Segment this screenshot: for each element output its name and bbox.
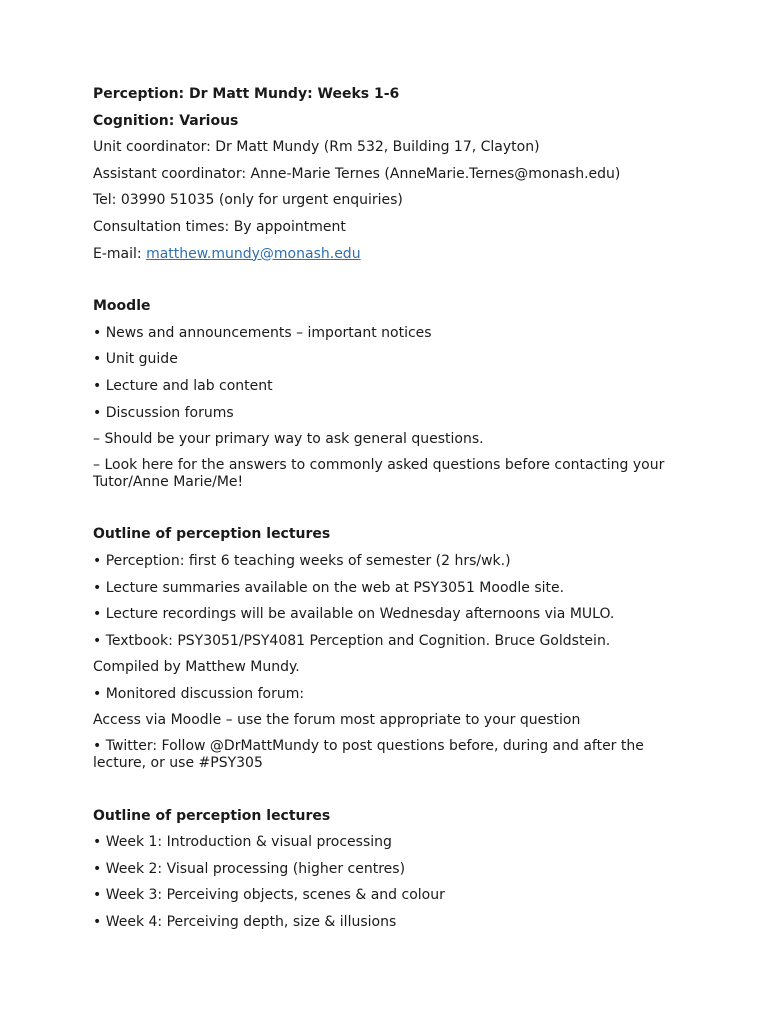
moodle-item: – Should be your primary way to ask general questions. — [93, 431, 484, 448]
section-gap — [93, 499, 693, 525]
moodle-item: • News and announcements – important notices — [93, 324, 432, 341]
outline-heading: Outline of perception lectures — [93, 807, 331, 824]
outline-item: • Lecture recordings will be available on Wednesday afternoons via MULO. — [93, 606, 615, 623]
consultation-times: Consultation times: By appointment — [93, 218, 346, 235]
outline-item: • Twitter: Follow @DrMattMundy to post questions before, during and after the lecture, or use #PSY305 — [93, 738, 644, 772]
document-body — [93, 85, 693, 940]
assistant-coordinator: Assistant coordinator: Anne-Marie Ternes (AnneMarie.Ternes@monash.edu) — [93, 165, 621, 182]
outline-heading: Outline of perception lectures — [93, 526, 331, 543]
unit-coordinator: Unit coordinator: Dr Matt Mundy (Rm 532, Building 17, Clayton) — [93, 139, 540, 156]
week-item: • Week 1: Introduction & visual processing — [93, 834, 392, 851]
outline-item: • Monitored discussion forum: — [93, 685, 305, 702]
outline-item: Compiled by Matthew Mundy. — [93, 659, 300, 676]
title-perception: Perception: Dr Matt Mundy: Weeks 1-6 — [93, 86, 400, 102]
moodle-item: – Look here for the answers to commonly asked questions before contacting your Tutor/Anne Marie/Me! — [93, 456, 665, 490]
outline-item: Access via Moodle – use the forum most appropriate to your question — [93, 712, 581, 729]
moodle-heading: Moodle — [93, 298, 151, 315]
section-gap — [93, 271, 693, 297]
moodle-item: • Unit guide — [93, 351, 178, 368]
telephone: Tel: 03990 51035 (only for urgent enquiries) — [93, 192, 403, 209]
week-item: • Week 4: Perceiving depth, size & illusions — [93, 914, 397, 931]
title-cognition: Cognition: Various — [93, 112, 239, 129]
email-link[interactable]: matthew.mundy@monash.edu — [146, 245, 361, 262]
outline-item: • Lecture summaries available on the web at PSY3051 Moodle site. — [93, 579, 565, 596]
week-item: • Week 3: Perceiving objects, scenes & and colour — [93, 887, 445, 904]
moodle-item: • Discussion forums — [93, 404, 234, 421]
outline-item: • Textbook: PSY3051/PSY4081 Perception and Cognition. Bruce Goldstein. — [93, 632, 611, 649]
email-line — [93, 245, 693, 263]
moodle-item: • Lecture and lab content — [93, 377, 273, 394]
section-gap — [93, 781, 693, 807]
week-item: • Week 2: Visual processing (higher centres) — [93, 860, 406, 877]
outline-item: • Perception: first 6 teaching weeks of semester (2 hrs/wk.) — [93, 552, 511, 569]
email-label: E-mail: — [93, 245, 147, 262]
